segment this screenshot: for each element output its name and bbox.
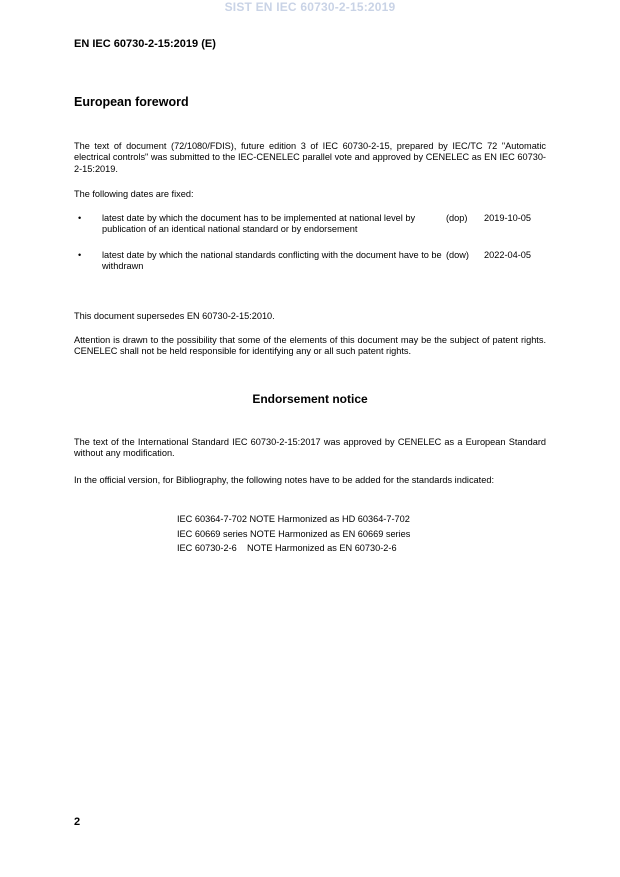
bibliography-note: IEC 60730-2-6 NOTE Harmonized as EN 60730-2-6 [177, 543, 397, 554]
date-item-abbr: (dow) [446, 250, 469, 260]
foreword-paragraph: The text of document (72/1080/FDIS), future edition 3 of IEC 60730-2-15, prepared by IEC/TC 72 "Automatic electrical controls" was submitted to the IEC-CENELEC parallel vote and approved by CENELEC as EN IEC 60730-2-15:2019. [74, 141, 546, 174]
page-number: 2 [74, 816, 81, 828]
bibliography-note: IEC 60669 series NOTE Harmonized as EN 60669 series [177, 528, 411, 539]
supersedes-paragraph: This document supersedes EN 60730-2-15:2010. [74, 311, 275, 321]
european-foreword-heading: European foreword [74, 95, 189, 109]
dates-intro: The following dates are fixed: [74, 189, 194, 199]
bullet-icon: • [78, 250, 82, 260]
date-item-text: latest date by which the national standards conflicting with the document have to be withdrawn [102, 250, 442, 272]
endorsement-notice-heading: Endorsement notice [252, 392, 368, 406]
date-item-date: 2022-04-05 [484, 250, 531, 260]
bibliography-paragraph: In the official version, for Bibliography, the following notes have to be added for the standards indicated: [74, 475, 494, 485]
document-id-header: EN IEC 60730-2-15:2019 (E) [74, 38, 216, 50]
bibliography-notes [177, 512, 410, 556]
endorsement-paragraph: The text of the International Standard IEC 60730-2-15:2017 was approved by CENELEC as a European Standard without any modification. [74, 437, 546, 459]
date-item-date: 2019-10-05 [484, 213, 531, 223]
patent-paragraph: Attention is drawn to the possibility that some of the elements of this document may be the subject of patent rights. CENELEC shall not be held responsible for identifying any or all such patent rights. [74, 335, 546, 357]
date-item-abbr: (dop) [446, 213, 468, 223]
bibliography-note: IEC 60364-7-702 NOTE Harmonized as HD 60364-7-702 [177, 514, 410, 524]
bullet-icon: • [78, 213, 82, 223]
watermark: SIST EN IEC 60730-2-15:2019 [224, 0, 396, 14]
date-item-text: latest date by which the document has to be implemented at national level by publication of an identical national standard or by endorsement [102, 213, 416, 235]
